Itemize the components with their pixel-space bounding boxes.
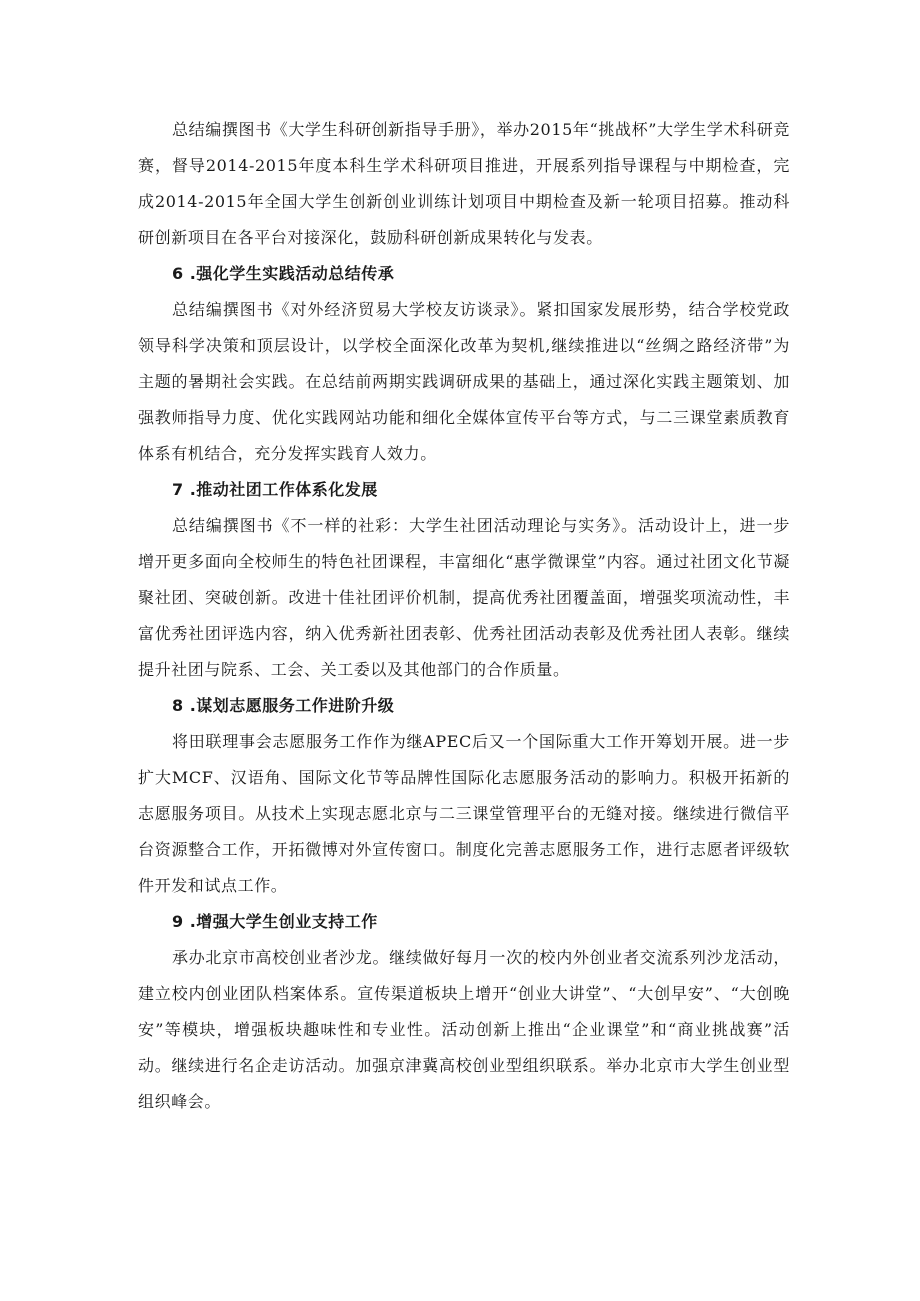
heading-volunteer-service: 8 .谋划志愿服务工作进阶升级 <box>172 696 395 715</box>
heading-practice-activities: 6 .强化学生实践活动总结传承 <box>172 264 395 283</box>
section-practice-activities <box>138 256 790 472</box>
section-student-clubs <box>138 472 790 688</box>
paragraph-student-clubs: 总结编撰图书《不一样的社彩：大学生社团活动理论与实务》。活动设计上，进一步增开更多面向全校师生的特色社团课程，丰富细化“惠学微课堂”内容。通过社团文化节凝聚社团、突破创新。改进十佳社团评价机制，提高优秀社团覆盖面，增强奖项流动性，丰富优秀社团评选内容，纳入优秀新社团表彰、优秀社团活动表彰及优秀社团人表彰。继续提升社团与院系、工会、关工委以及其他部门的合作质量。 <box>138 516 790 679</box>
section-volunteer-service <box>138 688 790 904</box>
paragraph-research-innovation: 总结编撰图书《大学生科研创新指导手册》，举办2015年“挑战杯”大学生学术科研竞赛，督导2014-2015年度本科生学术科研项目推进，开展系列指导课程与中期检查，完成2014-2015年全国大学生创新创业训练计划项目中期检查及新一轮项目招募。推动科研创新项目在各平台对接深化，鼓励科研创新成果转化与发表。 <box>138 120 790 247</box>
paragraph-practice-activities: 总结编撰图书《对外经济贸易大学校友访谈录》。紧扣国家发展形势，结合学校党政领导科学决策和顶层设计，以学校全面深化改革为契机,继续推进以“丝绸之路经济带”为主题的暑期社会实践。在总结前两期实践调研成果的基础上，通过深化实践主题策划、加强教师指导力度、优化实践网站功能和细化全媒体宣传平台等方式，与二三课堂素质教育体系有机结合，充分发挥实践育人效力。 <box>138 300 790 463</box>
heading-student-clubs: 7 .推动社团工作体系化发展 <box>172 480 378 499</box>
heading-entrepreneurship: 9 .增强大学生创业支持工作 <box>172 912 378 931</box>
section-entrepreneurship <box>138 904 790 1120</box>
paragraph-entrepreneurship: 承办北京市高校创业者沙龙。继续做好每月一次的校内外创业者交流系列沙龙活动，建立校内创业团队档案体系。宣传渠道板块上增开“创业大讲堂”、“大创早安”、“大创晚安”等模块，增强板块趣味性和专业性。活动创新上推出“企业课堂”和“商业挑战赛”活动。继续进行名企走访活动。加强京津冀高校创业型组织联系。举办北京市大学生创业型组织峰会。 <box>138 948 790 1111</box>
section-research-innovation <box>138 112 790 256</box>
paragraph-volunteer-service: 将田联理事会志愿服务工作作为继APEC后又一个国际重大工作开筹划开展。进一步扩大MCF、汉语角、国际文化节等品牌性国际化志愿服务活动的影响力。积极开拓新的志愿服务项目。从技术上实现志愿北京与二三课堂管理平台的无缝对接。继续进行微信平台资源整合工作，开拓微博对外宣传窗口。制度化完善志愿服务工作，进行志愿者评级软件开发和试点工作。 <box>138 732 790 895</box>
